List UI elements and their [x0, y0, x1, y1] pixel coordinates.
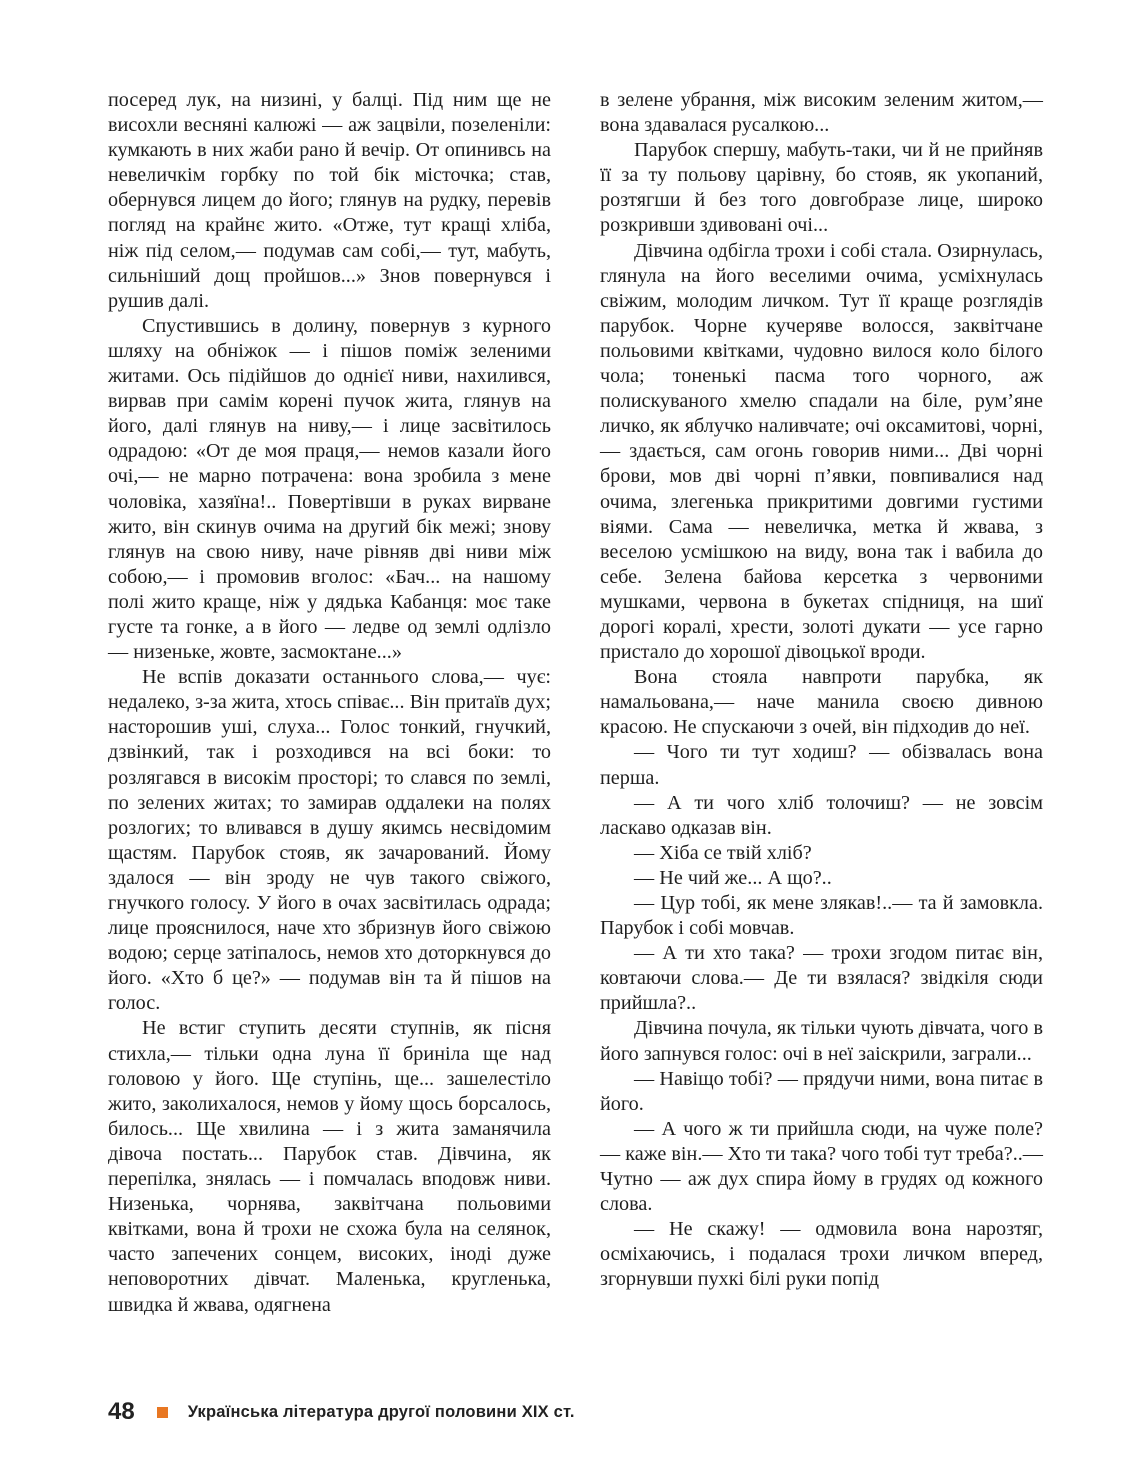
dialog-line: — А ти чого хліб толочиш? — не зовсім ласкаво одказав він. [600, 791, 1043, 839]
paragraph: Вона стояла навпроти парубка, як намальована,— наче манила своєю дивною красою. Не спускаючи з очей, він підходив до неї. [600, 666, 1043, 739]
dialog-line: — Цур тобі, як мене злякав!..— та й замовкла. Парубок і собі мовчав. [600, 892, 1043, 940]
dialog-line: — Чого ти тут ходиш? — обізвалась вона перша. [600, 741, 1043, 789]
page-number: 48 [108, 1398, 135, 1425]
paragraph: Дівчина одбігла трохи і собі стала. Озирнулась, глянула на його веселими очима, усміхнулась свіжим, молодим личком. Тут її краще розглядів парубок. Чорне кучеряве волосся, заквітчане польовими квітками, чудовно вилося коло білого чола; тоненькі пасма того чорного, аж полискуваного хмелю спадали на біле, рум’яне личко, як яблучко наливчате; очі оксамитові, чорні,— здається, сам огонь говорив ними... Дві чорні брови, мов дві чорні п’явки, повпивалися над очима, злегенька прикритими довгими густими віями. Сама — невеличка, метка й жвава, з веселою усмішкою на виду, вона так і вабила до себе. Зелена байова керсетка з червоними мушками, червона в букетах спідниця, на шиї дорогі коралі, хрести, золоті дукати — усе гарно пристало до хорошої дівоцької вроди. [600, 239, 1043, 664]
dialog-line: — Навіщо тобі? — прядучи ними, вона питає в його. [600, 1067, 1043, 1115]
paragraph: Спустившись в долину, повернув з курного шляху на обніжок — і пішов поміж зеленими житами. Ось підійшов до однієї ниви, нахилився, вирвав при самім корені пучок жита, глянув на його, далі глянув на ниву,— і лице засвітилось одрадою: «От де моя праця,— немов казали його очі,— не марно потрачена: вона зробила з мене чоловіка, хазяїна!.. Повертівши в руках вирване жито, він скинув очима на другий бік межі; знову глянув на свою ниву, наче рівняв дві ниви між собою,— і промовив вголос: «Бач... на нашому полі жито краще, ніж у дядька Кабанця: моє таке густе та гонке, а в його — ледве од землі одлізло — низеньке, жовте, засмоктане...» [108, 314, 551, 664]
right-text-column [600, 88, 1043, 1293]
paragraph: в зелене убрання, між високим зеленим житом,— вона здавалася русалкою... [600, 89, 1043, 137]
left-text-column [108, 88, 551, 1318]
dialog-line: — А чого ж ти прийшла сюди, на чуже поле? — каже він.— Хто ти така? чого тобі тут треба?..— Чутно — аж дух спира йому в грудях од кожного слова. [600, 1117, 1043, 1216]
orange-square-marker [157, 1407, 168, 1418]
running-title: Українська література другої половини XIX ст. [187, 1402, 575, 1421]
paragraph: посеред лук, на низині, у балці. Під ним ще не висохли весняні калюжі — аж зацвіли, позеленіли: кумкають в них жаби рано й вечір. От опинивсь на невеличкім горбку по той бік місточка; став, обернувся лицем до його; глянув на рудку, перевів погляд на крайнє жито. «Отже, тут кращі хліба, ніж під селом,— подумав сам собі,— тут, мабуть, сильніший дощ пройшов...» Знов повернувся і рушив далі. [108, 89, 551, 312]
page-footer [108, 1392, 575, 1432]
dialog-line: — А ти хто така? — трохи згодом питає він, ковтаючи слова.— Де ти взялася? звідкіля сюди прийшла?.. [600, 942, 1043, 1015]
dialog-line: — Не скажу! — одмовила вона нарозтяг, осміхаючись, і подалася трохи личком вперед, згорнувши пухкі білі руки попід [600, 1218, 1043, 1291]
paragraph: Дівчина почула, як тільки чують дівчата, чого в його запнувся голос: очі в неї заіскрили, заграли... [600, 1017, 1043, 1065]
paragraph: Не встиг ступить десяти ступнів, як пісня стихла,— тільки одна луна її бриніла ще над головою у його. Ще ступінь, ще... зашелестіло жито, заколихалося, немов у йому щось борсалось, билось... Ще хвилина — і з жита заманячила дівоча постать... Парубок став. Дівчина, як перепілка, знялась — і помчалась вподовж ниви. Низенька, чорнява, заквітчана польовими квітками, вона й трохи не схожа була на селянок, часто запечених сонцем, високих, іноді дуже неповоротних дівчат. Маленька, кругленька, швидка й жвава, одягнена [108, 1017, 551, 1316]
dialog-line: — Хіба се твій хліб? [634, 841, 812, 864]
paragraph: Парубок спершу, мабуть-таки, чи й не прийняв її за ту польову царівну, бо стояв, як укопаний, розтягши й без того довгобразе лице, широко розкривши здивовані очі... [600, 139, 1043, 237]
dialog-line: — Не чий же... А що?.. [634, 866, 832, 889]
paragraph: Не вспів доказати останнього слова,— чує: недалеко, з-за жита, хтось співає... Він притаїв дух; насторошив уші, слуха... Голос тонкий, гнучкий, дзвінкий, так і розходився на всі боки: то розлягався в високім просторі; то слався по землі, по зелених житах; то замирав оддалеки на полях розлогих; то вливався в душу якимсь несвідомим щастям. Парубок стояв, як зачарований. Йому здалося — він зроду не чув такого свіжого, гнучкого голосу. У його в очах засвітилась одрада; лице прояснилося, наче хто збризнув його свіжою водою; серце затіпалось, немов хто доторкнувся до його. «Хто б це?» — подумав він та й пішов на голос. [108, 666, 551, 1015]
